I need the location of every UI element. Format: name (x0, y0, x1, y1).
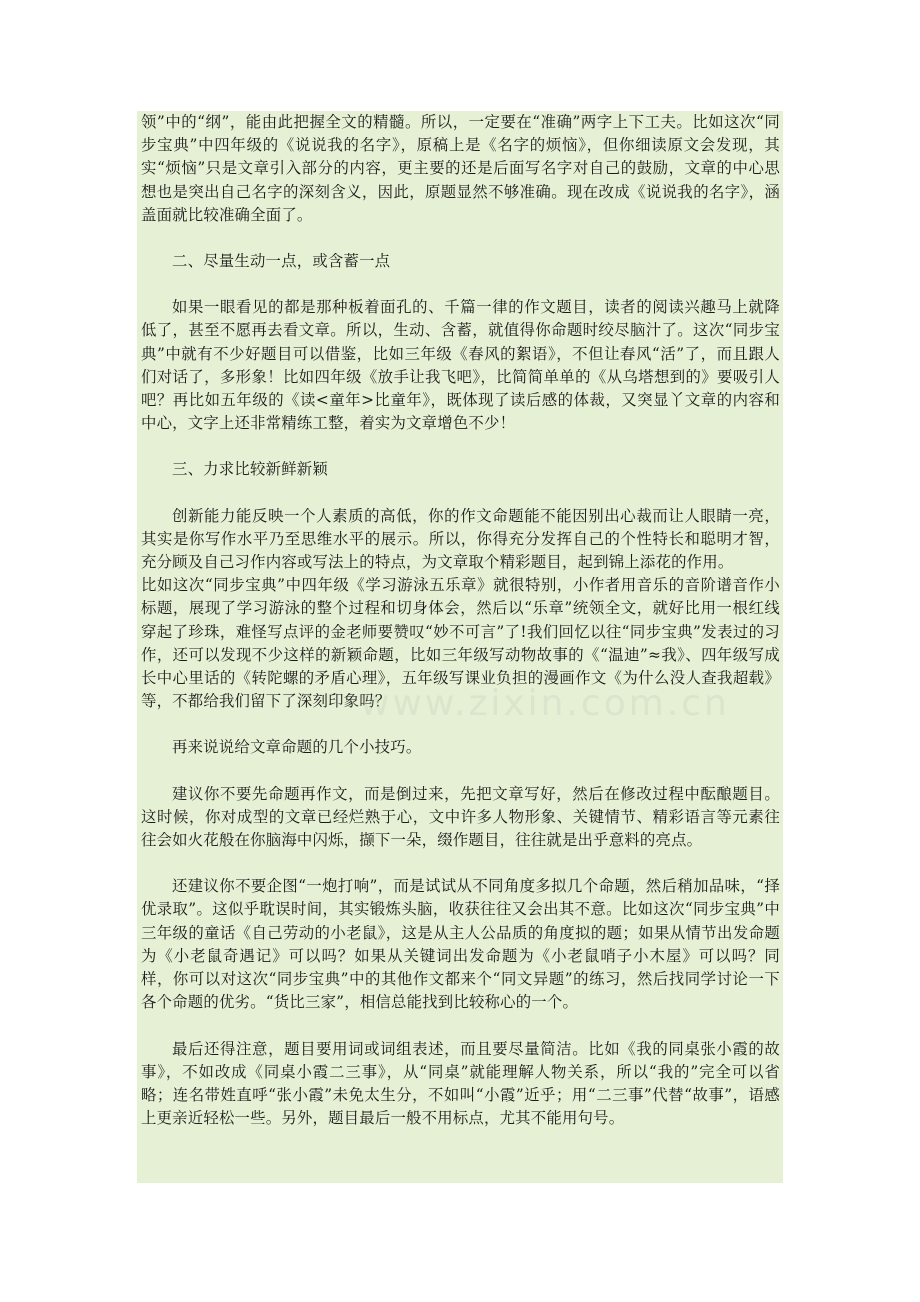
spacer (141, 852, 780, 875)
paragraph-2: 如果一眼看见的都是那种板着面孔的、千篇一律的作文题目，读者的阅读兴趣马上就降低了，甚至不愿再去看文章。所以，生动、含蓄，就值得你命题时绞尽脑汁了。这次“同步宝典”中就有不少好题目可以借鉴，比如三年级《春风的絮语》，不但让春风“活”了，而且跟人们对话了，多形象！比如四年级《放手让我飞吧》，比简简单单的《从乌塔想到的》要吸引人吧？再比如五年级的《读<童年>比童年》，既体现了读后感的体裁，又突显丫文章的内容和中心，文字上还非常精练工整，着实为文章增色不少！ (141, 298, 780, 433)
section-heading-2: 二、尽量生动一点，或含蓄一点 (172, 252, 391, 271)
paragraph-3: 创新能力能反映一个人素质的高低，你的作文命题能不能因别出心裁而让人眼睛一亮，其实是你写作水平乃至思维水平的展示。所以，你得充分发挥自己的个性特长和聪明才智，充分顾及自己习作内容或写法上的特点，为文章取个精彩题目，起到锦上添花的作用。 (141, 506, 780, 572)
section-heading-tips: 再来说说给文章命题的几个小技巧。 (172, 738, 422, 757)
paragraph-4: 比如这次“同步宝典”中四年级《学习游泳五乐章》就很特别，小作者用音乐的音阶谱音作小标题，展现了学习游泳的整个过程和切身体会，然后以“乐章”统领全文，就好比用一根红线穿起了珍珠，难怪写点评的金老师要赞叹“妙不可言”了!我们回忆以往“同步宝典”发表过的习作，还可以发现不少这样的新颖命题，比如三年级写动物故事的《“温迪”≈我》、四年级写成长中心里话的《转陀螺的矛盾心理》，五年级写课业负担的漫画作文《为什么没人查我超载》等，不都给我们留下了深刻印象吗？ (141, 576, 780, 711)
spacer (141, 227, 780, 250)
paragraph-1: 领”中的“纲”，能由此把握全文的精髓。所以，一定要在“准确”两字上下工夫。比如这次“同步宝典”中四年级的《说说我的名字》，原稿上是《名字的烦恼》，但你细读原文会发现，其实“烦恼”只是文章引入部分的内容，更主要的还是后面写名字对自己的鼓励，文章的中心思想也是突出自己名字的深刻含义，因此，原题显然不够准确。现在改成《说说我的名字》，涵盖面就比较准确全面了。 (141, 113, 780, 224)
paragraph-5: 建议你不要先命题再作文，而是倒过来，先把文章写好，然后在修改过程中酝酿题目。这时候，你对成型的文章已经烂熟于心，文中许多人物形象、关键情节、精彩语言等元素往往会如火花般在你脑海中闪烁，撷下一朵，缀作题目，往往就是出乎意料的亮点。 (141, 784, 780, 850)
spacer (141, 482, 780, 505)
paragraph-7: 最后还得注意，题目要用词或词组表述，而且要尽量简洁。比如《我的同桌张小霞的故事》，不如改成《同桌小霞二三事》，从“同桌”就能理解人物关系，所以“我的”完全可以省略；连名带姓直呼“张小霞”未免太生分，不如叫“小霞”近乎；用“二三事”代替“故事”，语感上更亲近轻松一些。另外，题目最后一般不用标点，尤其不能用句号。 (141, 1039, 780, 1128)
spacer (141, 1015, 780, 1038)
document-body (137, 111, 783, 1183)
spacer (141, 760, 780, 783)
paragraph-6: 还建议你不要企图“一炮打响”，而是试试从不同角度多拟几个命题，然后稍加品味，“择优录取”。这似乎耽误时间，其实锻炼头脑，收获往往又会出其不意。比如这次“同步宝典”中三年级的童话《自己劳动的小老鼠》，这是从主人公品质的角度拟的题；如果从情节出发命题为《小老鼠奇遇记》可以吗？如果从关键词出发命题为《小老鼠哨子小木屋》可以吗？同样，你可以对这次“同步宝典”中的其他作文都来个“同文异题”的练习，然后找同学讨论一下各个命题的优劣。“货比三家”，相信总能找到比较称心的一个。 (141, 877, 780, 1012)
spacer (141, 713, 780, 736)
section-heading-3: 三、力求比较新鲜新颖 (172, 460, 328, 479)
spacer (141, 273, 780, 296)
spacer (141, 435, 780, 458)
